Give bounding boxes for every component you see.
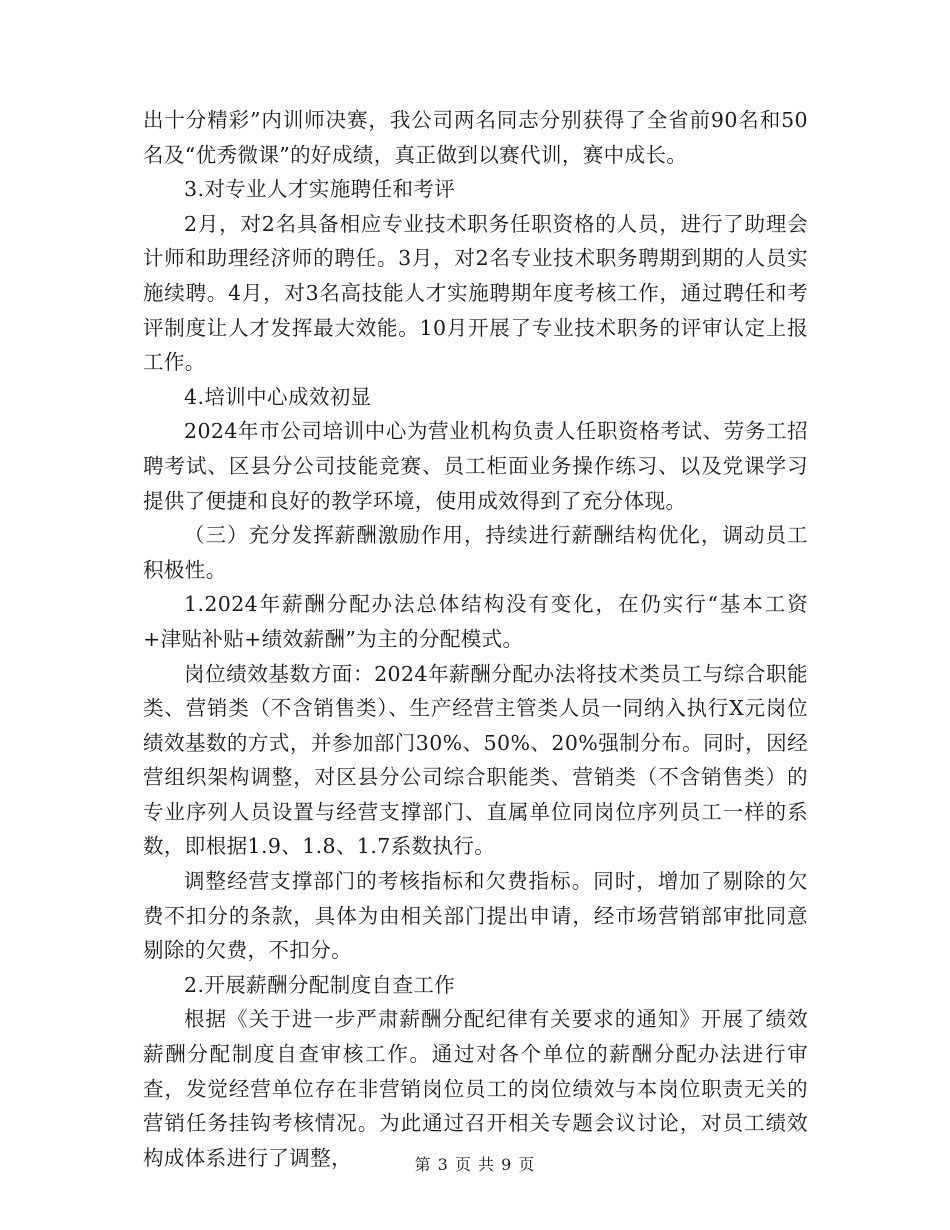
section-heading-salary-incentive: （三）充分发挥薪酬激励作用，持续进行薪酬结构优化，调动员工积极性。 [143,523,808,582]
paragraph-continuation: 出十分精彩”内训师决赛，我公司两名同志分别获得了全省前90名和50名及“优秀微课”的好成绩，真正做到以赛代训，赛中成长。 [143,108,808,167]
section-heading-professional-talent: 3.对专业人才实施聘任和考评 [184,177,456,202]
section-heading-training-center: 4.培训中心成效初显 [184,384,372,409]
page-number-footer: 第 3 页 共 9 页 [414,1155,536,1174]
paragraph-training-center: 2024年市公司培训中心为营业机构负责人任职资格考试、劳务工招聘考试、区县分公司技能竞赛、员工柜面业务操作练习、以及党课学习提供了便捷和良好的教学环境，使用成效得到了充分体现。 [143,419,808,513]
paragraph-appointment: 2月，对2名具备相应专业技术职务任职资格的人员，进行了助理会计师和助理经济师的聘任。3月，对2名专业技术职务聘期到期的人员实施续聘。4月，对3名高技能人才实施聘期年度考核工作，通过聘任和考评制度让人才发挥最大效能。10月开展了专业技术职务的评审认定上报工作。 [143,211,808,375]
paragraph-assessment-adjustment: 调整经营支撑部门的考核指标和欠费指标。同时，增加了剔除的欠费不扣分的条款，具体为由相关部门提出申请，经市场营销部审批同意剔除的欠费，不扣分。 [143,869,808,963]
paragraph-self-inspection: 根据《关于进一步严肃薪酬分配纪律有关要求的通知》开展了绩效薪酬分配制度自查审核工作。通过对各个单位的薪酬分配办法进行审查，发觉经营单位存在非营销岗位员工的岗位绩效与本岗位职责无关的营销任务挂钩考核情况。为此通过召开相关专题会议讨论，对员工绩效构成体系进行了调整， [143,1007,808,1170]
section-heading-self-inspection: 2.开展薪酬分配制度自查工作 [184,972,456,997]
paragraph-salary-structure: 1.2024年薪酬分配办法总体结构没有变化，在仍实行“基本工资+津贴补贴+绩效薪酬”为主的分配模式。 [143,592,808,651]
document-body [143,103,808,1175]
paragraph-performance-base: 岗位绩效基数方面：2024年薪酬分配办法将技术类员工与综合职能类、营销类（不含销售类）、生产经营主管类人员一同纳入执行X元岗位绩效基数的方式，并参加部门30%、50%、20%强制分布。同时，因经营组织架构调整，对区县分公司综合职能类、营销类（不含销售类）的专业序列人员设置与经营支撑部门、直属单位同岗位序列员工一样的系数，即根据1.9、1.8、1.7系数执行。 [143,661,808,859]
